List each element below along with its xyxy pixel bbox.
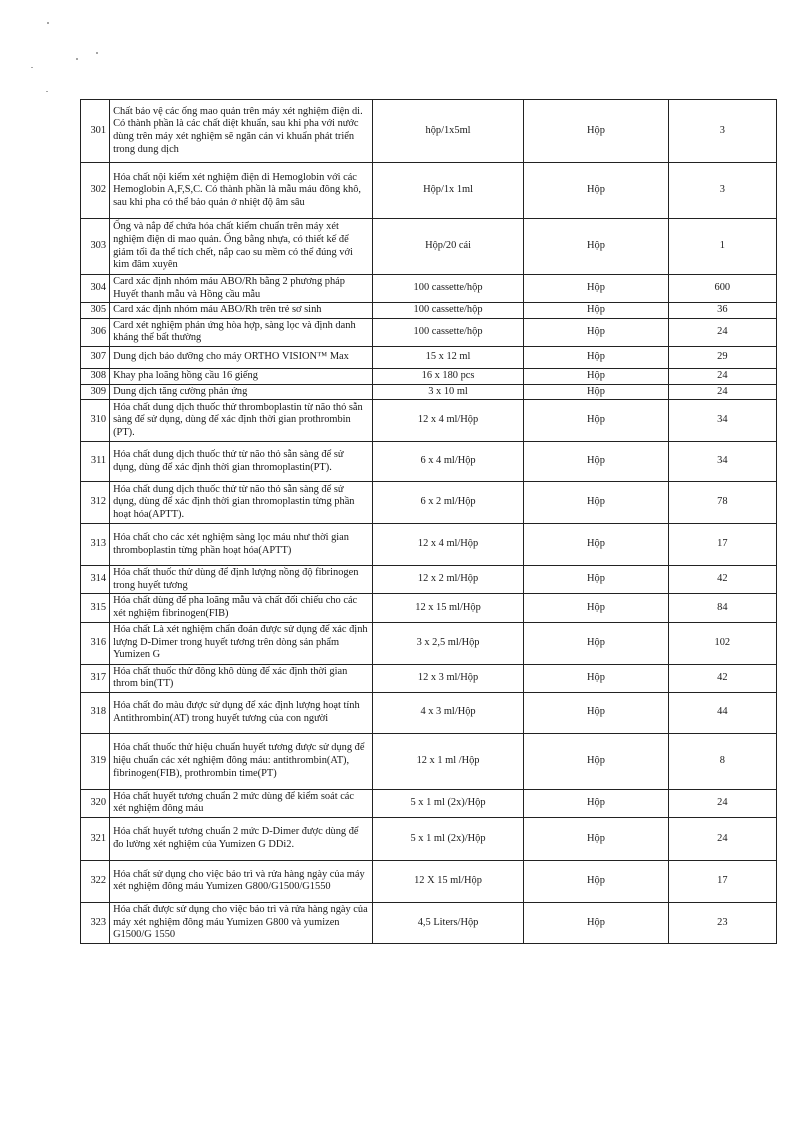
unit-cell: Hộp <box>524 346 668 368</box>
row-number-cell: 318 <box>81 692 110 733</box>
packaging-spec-cell: 6 x 2 ml/Hộp <box>372 482 523 524</box>
quantity-cell: 42 <box>668 664 776 692</box>
packaging-spec-cell: 12 x 4 ml/Hộp <box>372 524 523 566</box>
item-name-cell: Hóa chất huyết tương chuẩn 2 mức dùng để kiểm soát các xét nghiệm đông máu <box>110 789 373 817</box>
quantity-cell: 24 <box>668 384 776 400</box>
quantity-cell: 34 <box>668 400 776 442</box>
table-row <box>81 219 777 275</box>
item-name-cell: Chất bảo vệ các ống mao quản trên máy xét nghiệm điện di. Có thành phần là các chất diệt khuẩn, sau khi pha với nước dùng trên máy xét nghiệm sẽ ngăn cản vi khuẩn phát triển trong dung dịch <box>110 100 373 163</box>
quantity-cell: 24 <box>668 318 776 346</box>
row-number-cell: 314 <box>81 566 110 594</box>
packaging-spec-cell: 3 x 10 ml <box>372 384 523 400</box>
item-name-cell: Ống và nắp để chứa hóa chất kiểm chuẩn trên máy xét nghiệm điện di mao quản. Ống bằng nhựa, có thiết kế để giảm tối đa thể tích chết, nắp cao su mềm có thể đúng với kim đâm xuyên <box>110 219 373 275</box>
unit-cell: Hộp <box>524 664 668 692</box>
row-number-cell: 313 <box>81 524 110 566</box>
unit-cell: Hộp <box>524 566 668 594</box>
row-number-cell: 323 <box>81 902 110 943</box>
item-name-cell: Khay pha loãng hồng cầu 16 giếng <box>110 368 373 384</box>
packaging-spec-cell: 100 cassette/hộp <box>372 275 523 303</box>
packaging-spec-cell: Hộp/1x 1ml <box>372 163 523 219</box>
packaging-spec-cell: 6 x 4 ml/Hộp <box>372 442 523 482</box>
row-number-cell: 308 <box>81 368 110 384</box>
packaging-spec-cell: 5 x 1 ml (2x)/Hộp <box>372 817 523 860</box>
unit-cell: Hộp <box>524 400 668 442</box>
quantity-cell: 17 <box>668 524 776 566</box>
row-number-cell: 307 <box>81 346 110 368</box>
table-row <box>81 902 777 943</box>
quantity-cell: 1 <box>668 219 776 275</box>
packaging-spec-cell: 16 x 180 pcs <box>372 368 523 384</box>
table-row <box>81 860 777 902</box>
unit-cell: Hộp <box>524 442 668 482</box>
row-number-cell: 306 <box>81 318 110 346</box>
unit-cell: Hộp <box>524 817 668 860</box>
table-row <box>81 733 777 789</box>
unit-cell: Hộp <box>524 163 668 219</box>
table-row <box>81 275 777 303</box>
table-row <box>81 384 777 400</box>
packaging-spec-cell: hộp/1x5ml <box>372 100 523 163</box>
item-name-cell: Hóa chất thuốc thử dùng để định lượng nồng độ fibrinogen trong huyết tương <box>110 566 373 594</box>
item-name-cell: Hóa chất dung dịch thuốc thử từ não thỏ sẵn sàng để sử dụng, dùng để xác định thời gian thromoplastin từng phần hoạt hóa(APTT). <box>110 482 373 524</box>
table-row <box>81 789 777 817</box>
item-name-cell: Dung dịch tăng cường phản ứng <box>110 384 373 400</box>
unit-cell: Hộp <box>524 303 668 319</box>
table-row <box>81 622 777 664</box>
row-number-cell: 303 <box>81 219 110 275</box>
item-name-cell: Hóa chất cho các xét nghiệm sàng lọc máu như thời gian thromboplastin từng phần hoạt hóa(APTT) <box>110 524 373 566</box>
row-number-cell: 305 <box>81 303 110 319</box>
quantity-cell: 42 <box>668 566 776 594</box>
table-row <box>81 692 777 733</box>
table-row <box>81 368 777 384</box>
quantity-cell: 23 <box>668 902 776 943</box>
row-number-cell: 309 <box>81 384 110 400</box>
quantity-cell: 102 <box>668 622 776 664</box>
row-number-cell: 320 <box>81 789 110 817</box>
quantity-cell: 44 <box>668 692 776 733</box>
item-name-cell: Hóa chất dung dịch thuốc thử thromboplastin từ não thỏ sẵn sàng để sử dụng, dùng để xác định thời gian prothrombin (PT). <box>110 400 373 442</box>
unit-cell: Hộp <box>524 219 668 275</box>
quantity-cell: 8 <box>668 733 776 789</box>
unit-cell: Hộp <box>524 482 668 524</box>
quantity-cell: 17 <box>668 860 776 902</box>
row-number-cell: 319 <box>81 733 110 789</box>
packaging-spec-cell: 12 x 3 ml/Hộp <box>372 664 523 692</box>
quantity-cell: 84 <box>668 594 776 622</box>
unit-cell: Hộp <box>524 789 668 817</box>
item-name-cell: Hóa chất thuốc thử hiệu chuẩn huyết tương được sử dụng để hiệu chuẩn các xét nghiệm đông máu: antithrombin(AT), fibrinogen(FIB), prothrombin time(PT) <box>110 733 373 789</box>
row-number-cell: 310 <box>81 400 110 442</box>
table-row <box>81 303 777 319</box>
unit-cell: Hộp <box>524 902 668 943</box>
packaging-spec-cell: 15 x 12 ml <box>372 346 523 368</box>
table-row <box>81 100 777 163</box>
item-name-cell: Hóa chất nội kiểm xét nghiệm điện di Hemoglobin với các Hemoglobin A,F,S,C. Có thành phần là mẫu máu đông khô, sau khi pha có thể bảo quản ở nhiệt độ âm sâu <box>110 163 373 219</box>
row-number-cell: 304 <box>81 275 110 303</box>
unit-cell: Hộp <box>524 733 668 789</box>
consumables-table <box>80 99 777 944</box>
unit-cell: Hộp <box>524 384 668 400</box>
packaging-spec-cell: 100 cassette/hộp <box>372 318 523 346</box>
unit-cell: Hộp <box>524 100 668 163</box>
quantity-cell: 600 <box>668 275 776 303</box>
item-name-cell: Hóa chất dung dịch thuốc thử từ não thỏ sẵn sàng để sử dụng, dùng để xác định thời gian thromoplastin(PT). <box>110 442 373 482</box>
quantity-cell: 34 <box>668 442 776 482</box>
quantity-cell: 24 <box>668 789 776 817</box>
unit-cell: Hộp <box>524 368 668 384</box>
item-name-cell: Card xác định nhóm máu ABO/Rh bằng 2 phương pháp Huyết thanh mẫu và Hồng cầu mẫu <box>110 275 373 303</box>
unit-cell: Hộp <box>524 594 668 622</box>
packaging-spec-cell: 12 x 2 ml/Hộp <box>372 566 523 594</box>
row-number-cell: 315 <box>81 594 110 622</box>
table-row <box>81 664 777 692</box>
row-number-cell: 312 <box>81 482 110 524</box>
packaging-spec-cell: 3 x 2,5 ml/Hộp <box>372 622 523 664</box>
row-number-cell: 302 <box>81 163 110 219</box>
quantity-cell: 3 <box>668 163 776 219</box>
item-name-cell: Hóa chất sử dụng cho việc bảo trì và rửa hàng ngày của máy xét nghiệm đông máu Yumizen G800/G1500/G1550 <box>110 860 373 902</box>
table-row <box>81 163 777 219</box>
table-row <box>81 817 777 860</box>
table-row <box>81 400 777 442</box>
item-name-cell: Hóa chất dùng để pha loãng mẫu và chất đối chiếu cho các xét nghiệm fibrinogen(FIB) <box>110 594 373 622</box>
table-row <box>81 442 777 482</box>
packaging-spec-cell: 5 x 1 ml (2x)/Hộp <box>372 789 523 817</box>
item-name-cell: Hóa chất thuốc thử đông khô dùng để xác định thời gian throm bin(TT) <box>110 664 373 692</box>
item-name-cell: Card xét nghiệm phản ứng hòa hợp, sàng lọc và định danh kháng thể bất thường <box>110 318 373 346</box>
table-row <box>81 524 777 566</box>
table-row <box>81 566 777 594</box>
packaging-spec-cell: 12 x 4 ml/Hộp <box>372 400 523 442</box>
row-number-cell: 311 <box>81 442 110 482</box>
item-name-cell: Card xác định nhóm máu ABO/Rh trên trẻ sơ sinh <box>110 303 373 319</box>
unit-cell: Hộp <box>524 860 668 902</box>
table-row <box>81 482 777 524</box>
item-name-cell: Hóa chất được sử dụng cho việc bảo trì và rửa hàng ngày của máy xét nghiệm đông máu Yumizen G800 và yumizen G1500/G 1550 <box>110 902 373 943</box>
packaging-spec-cell: 100 cassette/hộp <box>372 303 523 319</box>
packaging-spec-cell: Hộp/20 cái <box>372 219 523 275</box>
row-number-cell: 321 <box>81 817 110 860</box>
unit-cell: Hộp <box>524 524 668 566</box>
item-name-cell: Dung dịch bảo dưỡng cho máy ORTHO VISION™ Max <box>110 346 373 368</box>
table-row <box>81 346 777 368</box>
item-name-cell: Hóa chất huyết tương chuẩn 2 mức D-Dimer được dùng để đo lường xét nghiệm của Yumizen G DDi2. <box>110 817 373 860</box>
quantity-cell: 36 <box>668 303 776 319</box>
quantity-cell: 24 <box>668 817 776 860</box>
unit-cell: Hộp <box>524 318 668 346</box>
quantity-cell: 3 <box>668 100 776 163</box>
unit-cell: Hộp <box>524 275 668 303</box>
packaging-spec-cell: 12 x 1 ml /Hộp <box>372 733 523 789</box>
row-number-cell: 301 <box>81 100 110 163</box>
table-row <box>81 318 777 346</box>
quantity-cell: 24 <box>668 368 776 384</box>
row-number-cell: 317 <box>81 664 110 692</box>
table-row <box>81 594 777 622</box>
packaging-spec-cell: 4 x 3 ml/Hộp <box>372 692 523 733</box>
quantity-cell: 29 <box>668 346 776 368</box>
row-number-cell: 322 <box>81 860 110 902</box>
unit-cell: Hộp <box>524 692 668 733</box>
item-name-cell: Hóa chất Là xét nghiệm chẩn đoán được sử dụng để xác định lượng D-Dimer trong huyết tương trên dòng sản phẩm Yumizen G <box>110 622 373 664</box>
packaging-spec-cell: 12 x 15 ml/Hộp <box>372 594 523 622</box>
item-name-cell: Hóa chất đo màu được sử dụng để xác định lượng hoạt tính Antithrombin(AT) trong huyết tương của con người <box>110 692 373 733</box>
row-number-cell: 316 <box>81 622 110 664</box>
unit-cell: Hộp <box>524 622 668 664</box>
quantity-cell: 78 <box>668 482 776 524</box>
packaging-spec-cell: 4,5 Liters/Hộp <box>372 902 523 943</box>
packaging-spec-cell: 12 X 15 ml/Hộp <box>372 860 523 902</box>
